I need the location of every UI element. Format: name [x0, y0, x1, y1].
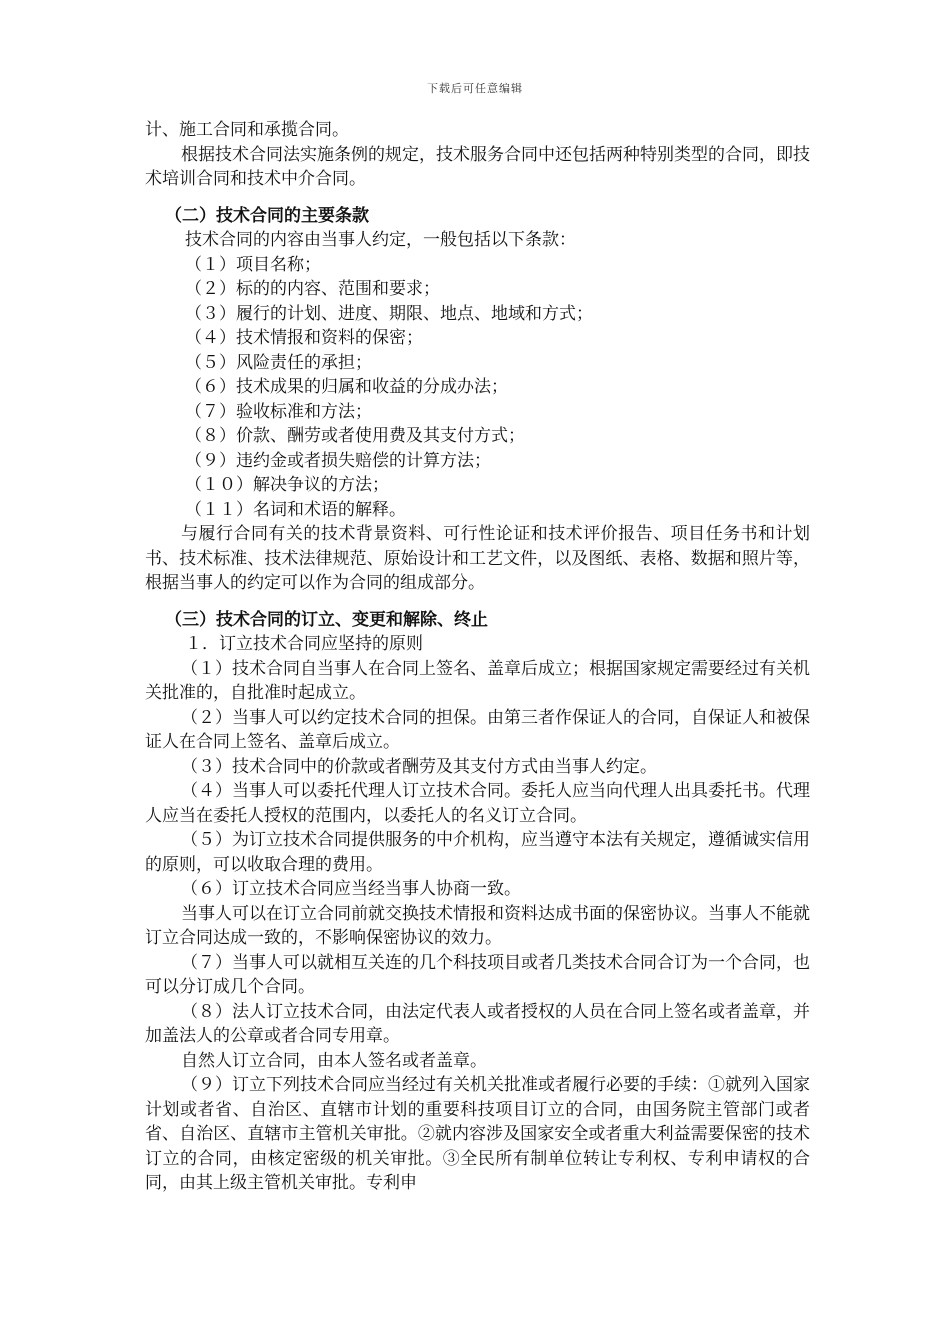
paragraph: （６）订立技术合同应当经当事人协商一致。: [181, 879, 521, 899]
page-header: 下载后可任意编辑: [427, 82, 523, 95]
paragraph: 自然人订立合同，由本人签名或者盖章。: [181, 1050, 487, 1071]
list-item: （８）价款、酬劳或者使用费及其支付方式；: [185, 426, 525, 446]
paragraph: （９）订立下列技术合同应当经过有关机关批准或者履行必要的手续：①就列入国家计划或者省、自治区、直辖市计划的重要科技项目订立的合同，由国务院主管部门或者省、自治区、直辖市主管机关审批。②就内容涉及国家安全或者重大利益需要保密的技术订立的合同，由核定密级的机关审批。③全民所有制单位转让专利权、专利申请权的合同，由其上级主管机关审批。专利申: [145, 1075, 810, 1193]
document-body: [145, 118, 810, 1196]
list-item: （７）验收标准和方法；: [185, 401, 372, 422]
list-item: （３）履行的计划、进度、期限、地点、地域和方式；: [185, 303, 593, 324]
section-heading: （三）技术合同的订立、变更和解除、终止: [165, 609, 488, 630]
list-item: （１１）名词和术语的解释。: [185, 499, 406, 520]
list-item: （１０）解决争议的方法；: [185, 475, 389, 495]
list-item: （６）技术成果的归属和收益的分成办法；: [185, 377, 508, 397]
paragraph: 当事人可以在订立合同前就交换技术情报和资料达成书面的保密协议。当事人不能就订立合同达成一致的，不影响保密协议的效力。: [145, 903, 810, 948]
list-item: （５）风险责任的承担；: [185, 352, 372, 373]
list-item: （４）技术情报和资料的保密；: [185, 328, 423, 348]
paragraph: 计、施工合同和承揽合同。: [145, 120, 349, 140]
paragraph: （７）当事人可以就相互关连的几个科技项目或者几类技术合同合订为一个合同，也可以分订成几个合同。: [145, 952, 810, 997]
list-item: （９）违约金或者损失赔偿的计算方法；: [185, 450, 491, 471]
paragraph: （８）法人订立技术合同，由法定代表人或者授权的人员在合同上签名或者盖章，并加盖法人的公章或者合同专用章。: [145, 1001, 810, 1046]
paragraph: （４）当事人可以委托代理人订立技术合同。委托人应当向代理人出具委托书。代理人应当在委托人授权的范围内，以委托人的名义订立合同。: [145, 781, 810, 826]
paragraph: 技术合同的内容由当事人约定，一般包括以下条款：: [185, 230, 576, 250]
subsection-heading: １．订立技术合同应坚持的原则: [185, 634, 423, 654]
section-heading: （二）技术合同的主要条款: [165, 205, 369, 226]
paragraph: （３）技术合同中的价款或者酬劳及其支付方式由当事人约定。: [181, 756, 657, 777]
list-item: （１）项目名称；: [185, 254, 321, 275]
paragraph: 与履行合同有关的技术背景资料、可行性论证和技术评价报告、项目任务书和计划书、技术标准、技术法律规范、原始设计和工艺文件，以及图纸、表格、数据和照片等，根据当事人的约定可以作为合同的组成部分。: [145, 524, 810, 593]
list-item: （２）标的的内容、范围和要求；: [185, 279, 440, 299]
paragraph: （２）当事人可以约定技术合同的担保。由第三者作保证人的合同，自保证人和被保证人在合同上签名、盖章后成立。: [145, 707, 810, 752]
paragraph: （１）技术合同自当事人在合同上签名、盖章后成立；根据国家规定需要经过有关机关批准的，自批准时起成立。: [145, 658, 810, 703]
paragraph: （５）为订立技术合同提供服务的中介机构，应当遵守本法有关规定，遵循诚实信用的原则，可以收取合理的费用。: [145, 830, 810, 875]
paragraph: 根据技术合同法实施条例的规定，技术服务合同中还包括两种特别类型的合同，即技术培训合同和技术中介合同。: [145, 144, 810, 189]
